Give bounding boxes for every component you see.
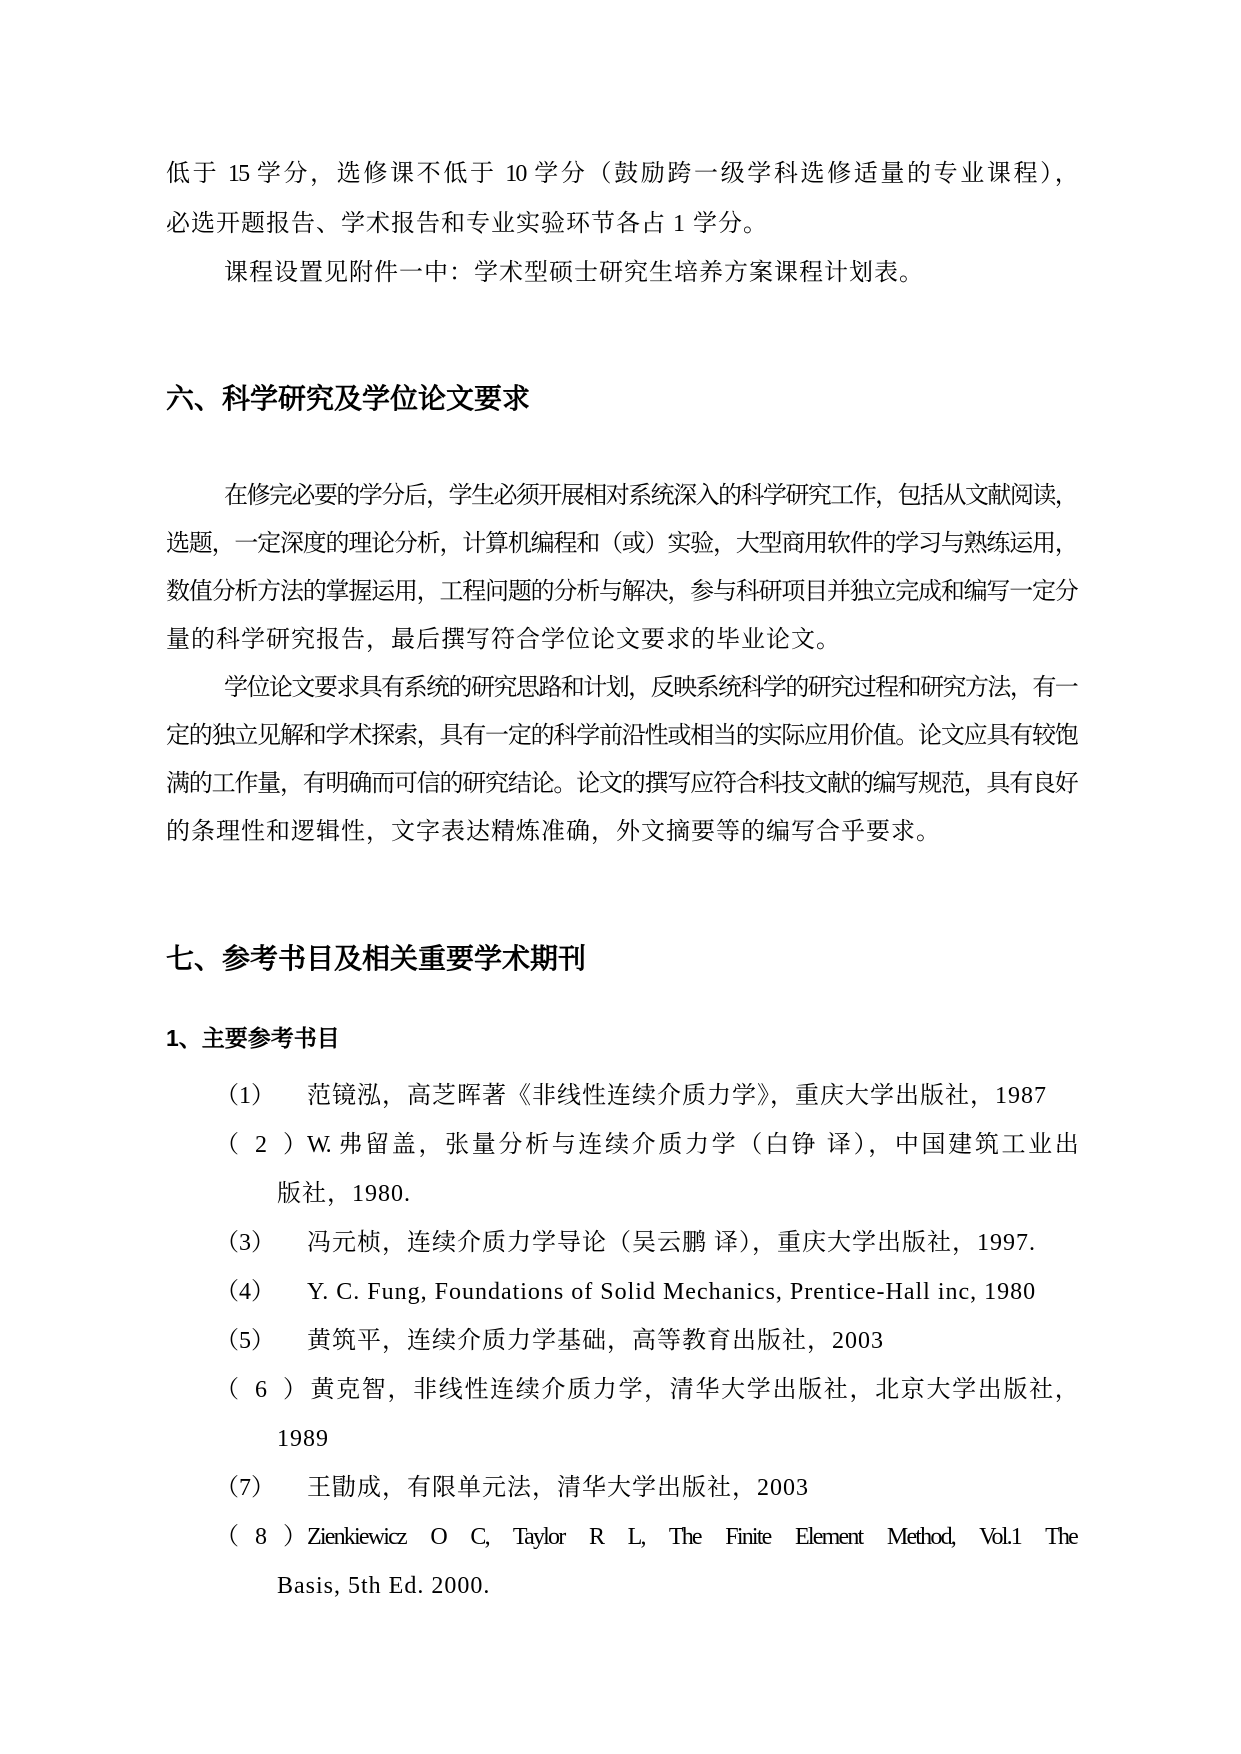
- paragraph-line: 课程设置见附件一中：学术型硕士研究生培养方案课程计划表。: [224, 260, 924, 286]
- paragraph-line: 学位论文要求具有系统的研究思路和计划，反映系统科学的研究过程和研究方法，有一: [224, 675, 1077, 701]
- reference-item: [166, 1366, 1077, 1415]
- reference-text: 黄筑平，连续介质力学基础，高等教育出版社，2003: [307, 1328, 884, 1354]
- reference-number: （7）: [215, 1475, 275, 1501]
- paragraph-line: 数值分析方法的掌握运用，工程问题的分析与解决，参与科研项目并独立完成和编写一定分: [166, 579, 1077, 605]
- reference-continuation: 1989: [277, 1426, 329, 1452]
- paragraph-line: 的条理性和逻辑性，文字表达精炼准确，外文摘要等的编写合乎要求。: [166, 819, 941, 845]
- reference-number: （4）: [215, 1279, 275, 1305]
- reference-item: [166, 1317, 1077, 1366]
- reference-item: [166, 1219, 1077, 1268]
- subsection-heading: 1、主要参考书目: [166, 1025, 340, 1051]
- paragraph-line: 必选开题报告、学术报告和专业实验环节各占 1 学分。: [166, 211, 768, 237]
- intro-paragraph: [166, 248, 1077, 298]
- paragraph-line: 满的工作量，有明确而可信的研究结论。论文的撰写应符合科技文献的编写规范，具有良好: [166, 771, 1077, 797]
- reference-item: [166, 1464, 1077, 1513]
- reference-text: 黄克智，非线性连续介质力学，清华大学出版社，北京大学出版社，: [307, 1377, 1077, 1403]
- reference-continuation: 版社，1980.: [277, 1181, 411, 1207]
- reference-text: W. 弗留盖，张量分析与连续介质力学（白铮 译），中国建筑工业出: [307, 1132, 1077, 1158]
- intro-paragraph: [166, 149, 1077, 249]
- reference-number: （8）: [215, 1524, 307, 1550]
- reference-number: （6）: [215, 1377, 307, 1403]
- reference-number: （2）: [215, 1132, 307, 1158]
- paragraph-line: 低于 15 学分，选修课不低于 10 学分（鼓励跨一级学科选修适量的专业课程），: [166, 161, 1077, 187]
- reference-text: Zienkiewicz O C, Taylor R L, The Finite Element Method, Vol.1 The: [307, 1524, 1077, 1550]
- section-heading-6: 六、科学研究及学位论文要求: [166, 383, 531, 414]
- paragraph-line: 选题，一定深度的理论分析，计算机编程和（或）实验，大型商用软件的学习与熟练运用，: [166, 531, 1077, 557]
- reference-item: [166, 1513, 1077, 1562]
- reference-item: [166, 1072, 1077, 1121]
- reference-text: 范镜泓，高芝晖著《非线性连续介质力学》，重庆大学出版社，1987: [307, 1083, 1047, 1109]
- reference-item: [166, 1268, 1077, 1317]
- reference-text: 王勖成，有限单元法，清华大学出版社，2003: [307, 1475, 809, 1501]
- paragraph-line: 量的科学研究报告，最后撰写符合学位论文要求的毕业论文。: [166, 627, 841, 653]
- paragraph-line: 在修完必要的学分后，学生必须开展相对系统深入的科学研究工作，包括从文献阅读，: [224, 483, 1077, 509]
- reference-number: （5）: [215, 1328, 275, 1354]
- reference-item: [166, 1121, 1077, 1170]
- body-paragraph: [166, 472, 1077, 856]
- paragraph-line: 定的独立见解和学术探索，具有一定的科学前沿性或相当的实际应用价值。论文应具有较饱: [166, 723, 1077, 749]
- reference-number: （1）: [215, 1083, 275, 1109]
- references-list: [166, 1072, 1077, 1611]
- reference-text: Y. C. Fung, Foundations of Solid Mechanics, Prentice-Hall inc, 1980: [307, 1279, 1037, 1305]
- reference-text: 冯元桢，连续介质力学导论（吴云鹏 译），重庆大学出版社，1997.: [307, 1230, 1036, 1256]
- section-heading-7: 七、参考书目及相关重要学术期刊: [166, 943, 587, 974]
- reference-number: （3）: [215, 1230, 275, 1256]
- reference-continuation: Basis, 5th Ed. 2000.: [277, 1573, 491, 1599]
